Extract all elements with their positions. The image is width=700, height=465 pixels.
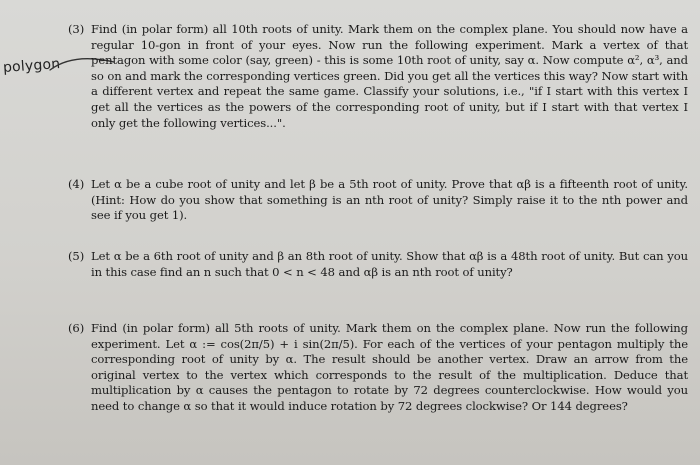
problem-6 (68, 321, 688, 415)
problem-number: (6) (68, 321, 85, 335)
problem-number: (3) (68, 22, 85, 36)
problem-text: Let α be a 6th root of unity and β an 8th root of unity. Show that αβ is a 48th root of unity. But can you in this case find an n such that 0 < n < 48 and αβ is an nth root of unity? (91, 249, 688, 279)
problem-5 (68, 249, 688, 280)
problem-3 (68, 22, 688, 131)
problem-number: (5) (68, 249, 85, 263)
problem-text: Find (in polar form) all 5th roots of unity. Mark them on the complex plane. Now run the following experiment. Let α := cos(2π/5) + i sin(2π/5). For each of the vertices of your pentagon multiply the corresponding root of unity by α. The result should be another vertex. Draw an arrow from the original vertex to the vertex which corresponds to the result of the multiplication. Deduce that multiplication by α causes the pentagon to rotate by 72 degrees counterclockwise. How would you need to change α so that it would induce rotation by 72 degrees clockwise? Or 144 degrees? (91, 321, 688, 413)
problem-4 (68, 177, 688, 224)
problem-text: Let α be a cube root of unity and let β be a 5th root of unity. Prove that αβ is a fifteenth root of unity. (Hint: How do you show that something is an nth root of unity? Simply raise it to the nth power and see if you get 1). (91, 177, 688, 223)
handwritten-annotation: polygon (2, 56, 61, 76)
problem-text: Find (in polar form) all 10th roots of unity. Mark them on the complex plane. You should now have a regular 10-gon in front of your eyes. Now run the following experiment. Mark a vertex of that pentagon with some color (say, green) - this is some 10th root of unity, say α. Now compute α², α³, and so on and mark the corresponding vertices green. Did you get all the vertices this way? Now start with a different vertex and repeat the same game. Classify your solutions, i.e., "if I start with this vertex I get all the vertices as the powers of the corresponding root of unity, but if I start with that vertex I only get the following vertices...". (91, 22, 688, 130)
problem-number: (4) (68, 177, 85, 191)
